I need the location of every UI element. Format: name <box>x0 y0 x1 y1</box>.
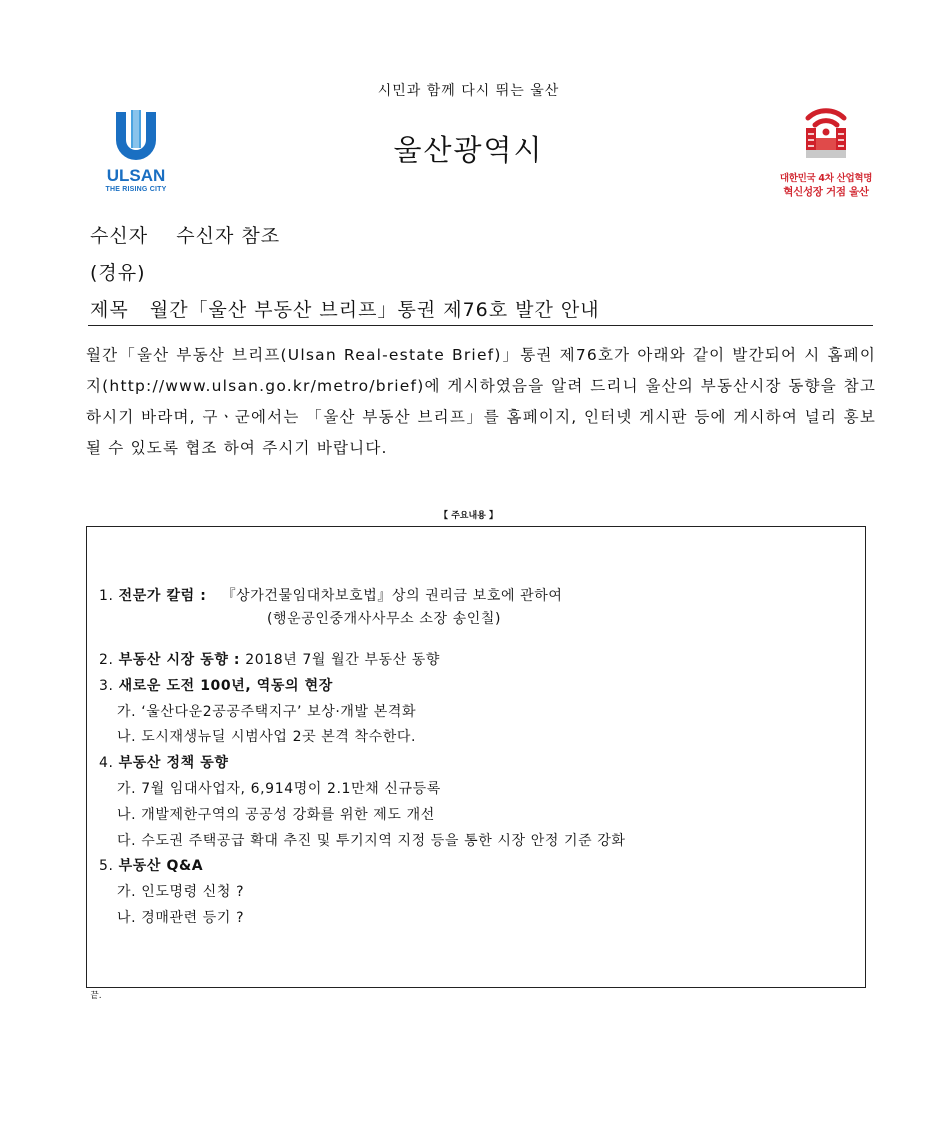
innovation-logo-line1: 대한민국 4차 산업혁명 <box>779 173 873 184</box>
item-heading: 전문가 칼럼 : <box>118 588 207 604</box>
subject-row <box>90 295 600 322</box>
item-number: 1. <box>99 588 114 604</box>
summary-box <box>86 526 866 988</box>
item-heading: 부동산 정책 동향 <box>118 755 229 771</box>
item-sub: 가. 7월 임대사업자, 6,914명이 2.1만채 신규등록 <box>117 781 441 797</box>
item-sub: (행운공인중개사사무소 소장 송인칠) <box>267 611 502 627</box>
item-sub: 다. 수도권 주택공급 확대 추진 및 투기지역 지정 등을 통한 시장 안정 기준 강화 <box>117 833 626 849</box>
ulsan-logo-tagline: THE RISING CITY <box>105 186 167 193</box>
recipient-label: 수신자 <box>90 225 149 247</box>
slogan: 시민과 함께 다시 뛰는 울산 <box>377 83 560 99</box>
recipient-row <box>90 221 280 248</box>
item-sub: 가. 인도명령 신청 ? <box>117 884 245 900</box>
ulsan-logo <box>100 108 172 193</box>
item-heading: 부동산 시장 동향 : <box>118 652 241 668</box>
box-title: 【 주요내용 】 <box>438 511 499 521</box>
item-heading: 부동산 Q&A <box>118 858 204 874</box>
item-sub: 가. ‘울산다운2공공주택지구’ 보상·개발 본격화 <box>117 704 417 720</box>
body-paragraph: 월간「울산 부동산 브리프(Ulsan Real-estate Brief)」통권 제76호가 아래와 같이 발간되어 시 홈페이지(http://www.ulsan.go.kr/metro/brief)에 게시하였음을 알려 드리니 울산의 부동산시장 동향을 참고하시기 바라며, 구ㆍ군에서는 「울산 부동산 브리프」를 홈페이지, 인터넷 게시판 등에 게시하여 널리 홍보될 수 있도록 협조 하여 주시기 바랍니다. <box>86 346 876 457</box>
item-sub: 나. 개발제한구역의 공공성 강화를 위한 제도 개선 <box>117 807 435 823</box>
ulsan-logo-name: ULSAN <box>106 166 166 185</box>
item-number: 2. <box>99 652 114 668</box>
list-item <box>99 675 333 695</box>
list-item <box>99 855 203 875</box>
item-sub: 나. 도시재생뉴딜 시범사업 2곳 본격 착수한다. <box>117 729 417 745</box>
item-number: 5. <box>99 858 114 874</box>
item-text: 『상가건물임대차보호법』상의 권리금 보호에 관하여 <box>221 588 563 604</box>
item-heading: 새로운 도전 100년, 역동의 현장 <box>118 678 333 694</box>
recipient-value: 수신자 참조 <box>176 225 281 247</box>
via-label: (경유) <box>90 262 146 284</box>
item-sub: 나. 경매관련 등기 ? <box>117 910 245 926</box>
subject-value: 월간「울산 부동산 브리프」통권 제76호 발간 안내 <box>149 299 600 321</box>
list-item <box>99 585 563 605</box>
header-divider <box>88 325 873 326</box>
wifi-building-icon <box>794 100 858 164</box>
item-text: 2018년 7월 월간 부동산 동향 <box>245 652 441 668</box>
list-item <box>99 752 228 772</box>
item-number: 4. <box>99 755 114 771</box>
ulsan-u-icon <box>100 108 172 164</box>
subject-label: 제목 <box>90 299 129 321</box>
innovation-logo-line2: 혁신성장 거점 울산 <box>783 186 869 198</box>
item-number: 3. <box>99 678 114 694</box>
end-mark: 끝. <box>90 991 102 1001</box>
innovation-logo <box>776 100 876 199</box>
list-item <box>99 649 440 669</box>
org-title: 울산광역시 <box>393 133 544 167</box>
